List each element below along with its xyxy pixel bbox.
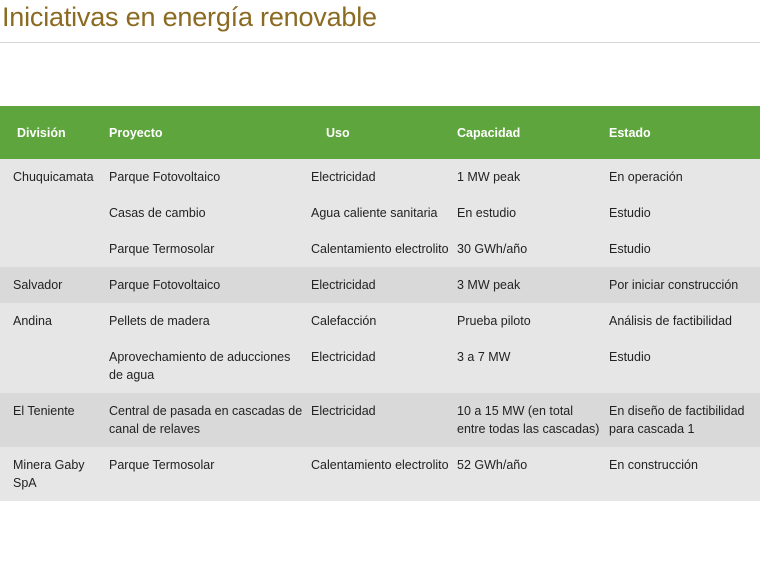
header-estado: Estado xyxy=(605,106,760,159)
cell-estado: Estudio xyxy=(605,195,760,231)
cell-division: Minera Gaby SpA xyxy=(0,447,105,501)
cell-proyecto: Parque Termosolar xyxy=(105,231,307,267)
cell-capacidad: 52 GWh/año xyxy=(453,447,605,501)
cell-division: Chuquicamata xyxy=(0,159,105,195)
cell-division: Salvador xyxy=(0,267,105,303)
cell-estado: Por iniciar construcción xyxy=(605,267,760,303)
cell-capacidad: 30 GWh/año xyxy=(453,231,605,267)
table-row xyxy=(0,267,760,303)
cell-proyecto: Parque Fotovoltaico xyxy=(105,267,307,303)
cell-uso: Calentamiento electrolito xyxy=(307,447,453,501)
table-row xyxy=(0,195,760,231)
page-title: Iniciativas en energía renovable xyxy=(2,2,377,32)
cell-capacidad: En estudio xyxy=(453,195,605,231)
cell-capacidad: 3 a 7 MW xyxy=(453,339,605,393)
cell-estado: En operación xyxy=(605,159,760,195)
cell-estado: Estudio xyxy=(605,339,760,393)
title-divider xyxy=(0,42,760,43)
cell-division xyxy=(0,195,105,231)
cell-capacidad: 1 MW peak xyxy=(453,159,605,195)
cell-proyecto: Casas de cambio xyxy=(105,195,307,231)
cell-uso: Calefacción xyxy=(307,303,453,339)
cell-division: Andina xyxy=(0,303,105,339)
cell-uso: Electricidad xyxy=(307,159,453,195)
table-row xyxy=(0,447,760,501)
table-row xyxy=(0,393,760,447)
cell-proyecto: Pellets de madera xyxy=(105,303,307,339)
cell-proyecto: Parque Fotovoltaico xyxy=(105,159,307,195)
cell-uso: Electricidad xyxy=(307,393,453,447)
cell-division xyxy=(0,339,105,393)
renewable-initiatives-table xyxy=(0,106,760,501)
cell-uso: Electricidad xyxy=(307,339,453,393)
table-row xyxy=(0,303,760,339)
cell-division xyxy=(0,231,105,267)
cell-uso: Electricidad xyxy=(307,267,453,303)
header-capacidad: Capacidad xyxy=(453,106,605,159)
cell-estado: En construcción xyxy=(605,447,760,501)
cell-proyecto: Central de pasada en cascadas de canal de relaves xyxy=(105,393,307,447)
table-row xyxy=(0,231,760,267)
cell-proyecto: Parque Termosolar xyxy=(105,447,307,501)
cell-uso: Calentamiento electrolito xyxy=(307,231,453,267)
table-header-row xyxy=(0,106,760,159)
cell-division: El Teniente xyxy=(0,393,105,447)
cell-estado: Análisis de factibilidad xyxy=(605,303,760,339)
cell-capacidad: 3 MW peak xyxy=(453,267,605,303)
header-proyecto: Proyecto xyxy=(105,106,307,159)
cell-estado: En diseño de factibilidad para cascada 1 xyxy=(605,393,760,447)
cell-proyecto: Aprovechamiento de aducciones de agua xyxy=(105,339,307,393)
table-row xyxy=(0,159,760,195)
header-uso: Uso xyxy=(307,106,453,159)
cell-capacidad: Prueba piloto xyxy=(453,303,605,339)
cell-estado: Estudio xyxy=(605,231,760,267)
cell-capacidad: 10 a 15 MW (en total entre todas las cascadas) xyxy=(453,393,605,447)
table-row xyxy=(0,339,760,393)
header-division: División xyxy=(0,106,105,159)
cell-uso: Agua caliente sanitaria xyxy=(307,195,453,231)
